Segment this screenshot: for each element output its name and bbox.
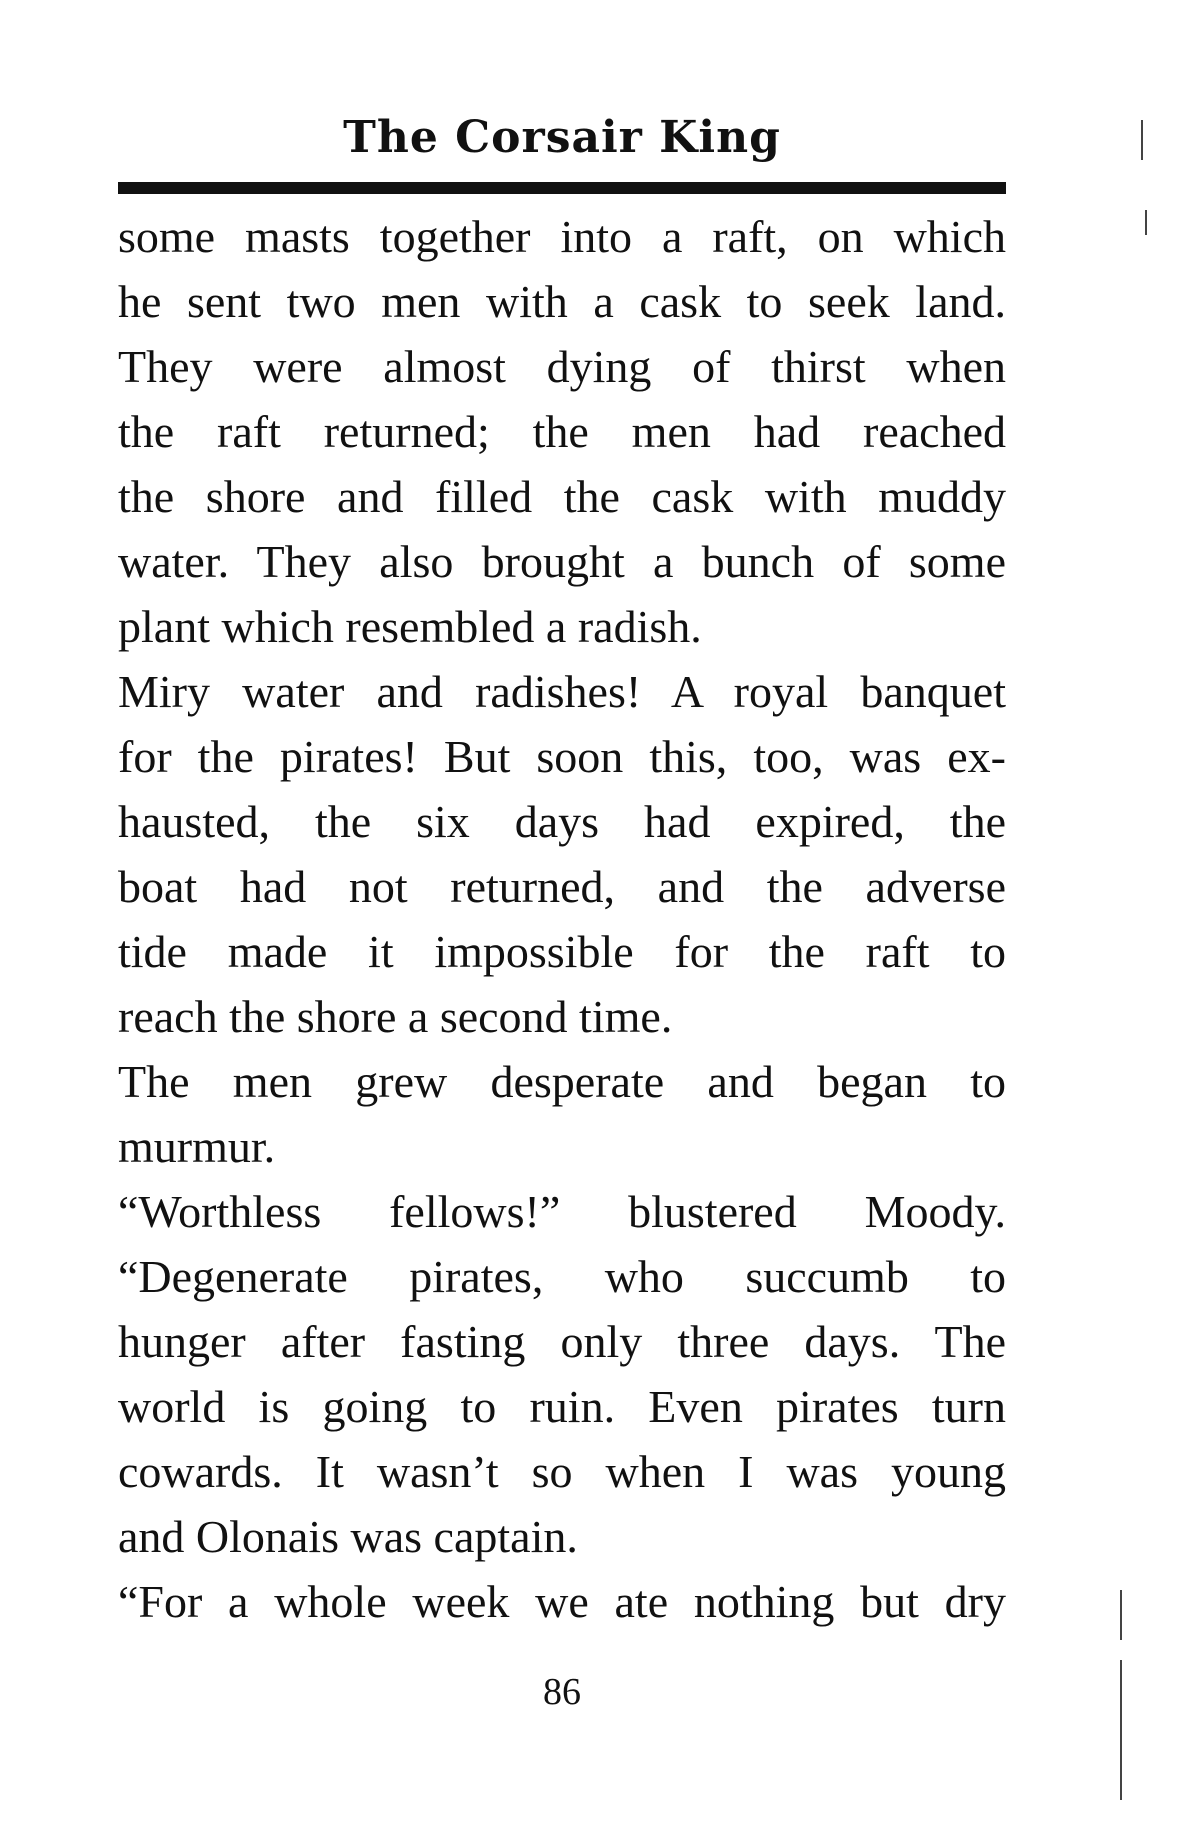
page-number: 86 (543, 1671, 581, 1713)
text-line: for the pirates! But soon this, too, was ex- (118, 731, 1006, 782)
margin-mark (1120, 1660, 1122, 1800)
text-line: water. They also brought a bunch of some (118, 536, 1006, 587)
text-line: murmur. (118, 1121, 276, 1172)
text-line: boat had not returned, and the adverse (118, 861, 1006, 912)
text-line: “Worthless fellows!” blustered Moody. (118, 1186, 1006, 1237)
text-line: hunger after fasting only three days. The (118, 1316, 1006, 1367)
margin-mark (1141, 120, 1143, 160)
text-line: some masts together into a raft, on which (118, 211, 1006, 262)
margin-mark (1120, 1590, 1122, 1640)
text-line: reach the shore a second time. (118, 991, 673, 1042)
text-line: hausted, the six days had expired, the (118, 796, 1006, 847)
text-line: tide made it impossible for the raft to (118, 926, 1006, 977)
margin-mark (1145, 210, 1147, 235)
header-rule (118, 182, 1006, 194)
body-text (118, 204, 1006, 1634)
text-line: world is going to ruin. Even pirates turn (118, 1381, 1006, 1432)
text-line: “For a whole week we ate nothing but dry (118, 1576, 1006, 1627)
text-line: and Olonais was captain. (118, 1511, 578, 1562)
text-line: the raft returned; the men had reached (118, 406, 1006, 457)
text-line: he sent two men with a cask to seek land. (118, 276, 1006, 327)
running-head: The Corsair King (343, 112, 781, 163)
text-line: plant which resembled a radish. (118, 601, 702, 652)
text-line: The men grew desperate and began to (118, 1056, 1006, 1107)
text-line: cowards. It wasn’t so when I was young (118, 1446, 1006, 1497)
text-line: They were almost dying of thirst when (118, 341, 1006, 392)
text-line: Miry water and radishes! A royal banquet (118, 666, 1006, 717)
text-line: “Degenerate pirates, who succumb to (118, 1251, 1006, 1302)
text-line: the shore and filled the cask with muddy (118, 471, 1006, 522)
